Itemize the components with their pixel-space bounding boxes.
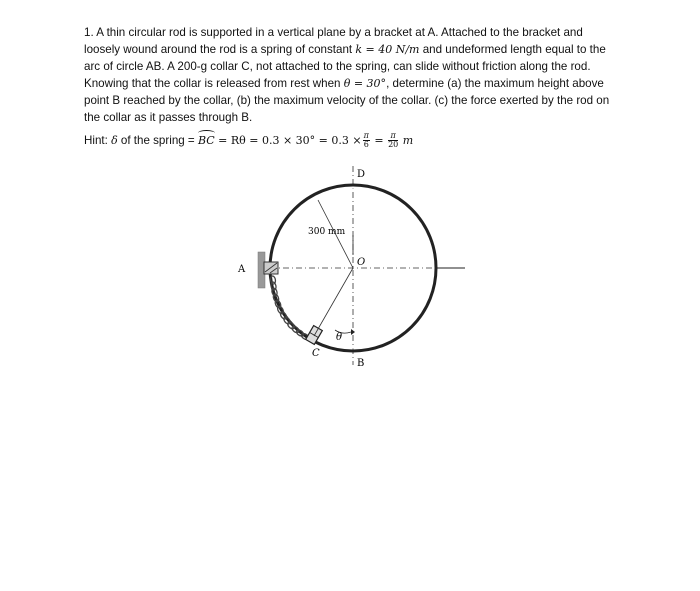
radius-dimension-label: 300 mm: [308, 227, 346, 237]
label-o: O: [357, 257, 366, 268]
fraction-pi-over-6: $\frac{\pi}{6}$: [363, 131, 369, 150]
label-d: D: [357, 169, 366, 180]
theta-arrow: [351, 329, 355, 335]
hint-label: Hint:: [84, 134, 112, 147]
problem-line-3: arc of circle AB. A 200-g collar C, not attached to the spring, can slide without friction along the rod.: [84, 60, 591, 73]
label-a: A: [238, 264, 246, 275]
problem-line-5: point B reached by the collar, (b) the maximum velocity of the collar. (c) the force exerted by the rod on: [84, 94, 610, 107]
center-to-collar-line: [314, 268, 353, 336]
fraction-pi-over-20: $\frac{\pi}{20}$: [388, 131, 399, 150]
arc-bc: BC: [198, 132, 215, 150]
problem-statement: [84, 24, 624, 126]
release-angle: θ = 30°: [343, 77, 387, 90]
problem-line-4: Knowing that the collar is released from rest when θ = 30°, determine (a) the maximum height above: [84, 77, 604, 90]
problem-line-2: loosely wound around the rod is a spring of constant k = 40 N/m and undeformed length equal to the: [84, 43, 606, 56]
unit-m: m: [399, 134, 414, 147]
label-b: B: [357, 358, 365, 369]
delta-symbol: δ: [111, 134, 118, 147]
label-theta: θ: [336, 332, 343, 343]
hint: Hint: δ of the spring = BC = Rθ = 0.3 × 30° = 0.3 × $\frac{\pi}{6}$ = $\frac{\pi}{20}$ m: [84, 131, 414, 150]
hint-expression: = Rθ = 0.3 × 30° = 0.3 ×: [214, 134, 362, 147]
spring-constant: k = 40 N/m: [355, 43, 420, 56]
collar-c: [306, 326, 323, 345]
figure: [230, 160, 480, 385]
problem-line-1: 1. A thin circular rod is supported in a vertical plane by a bracket at A. Attached to the bracket and: [84, 26, 583, 39]
problem-line-6: the collar as it passes through B.: [84, 111, 253, 124]
label-c: C: [312, 348, 320, 359]
